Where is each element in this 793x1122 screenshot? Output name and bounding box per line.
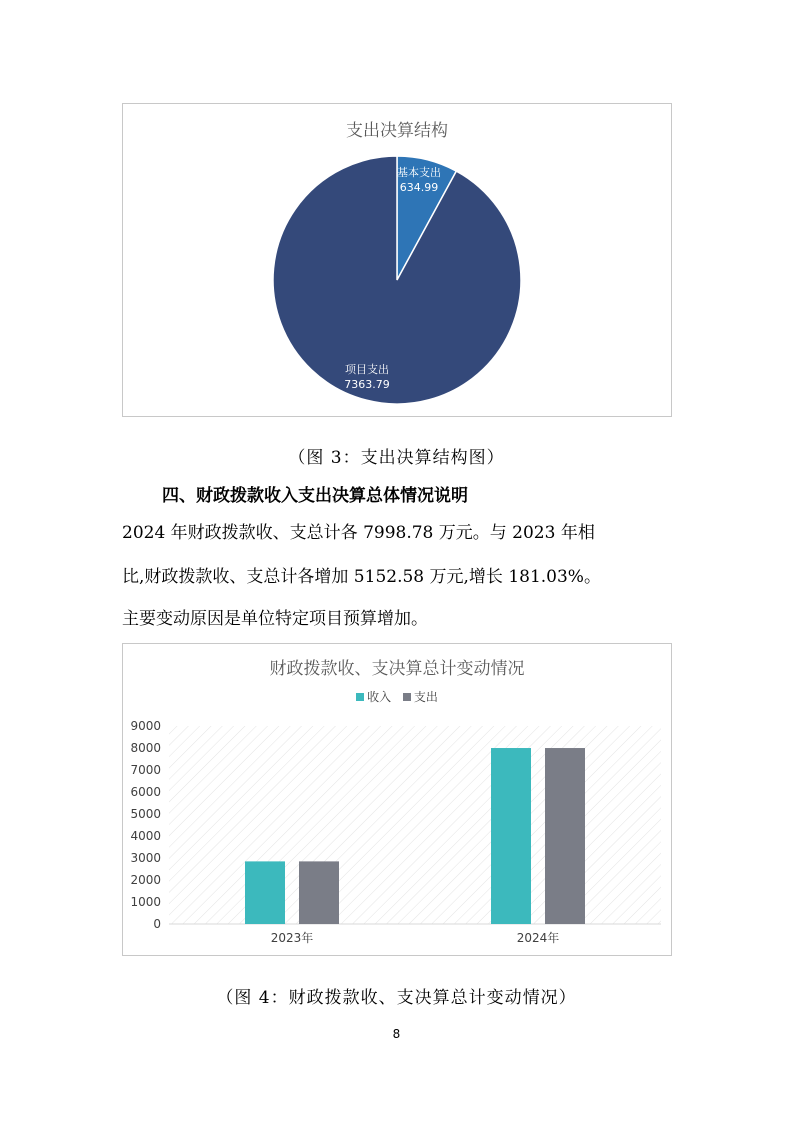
y-tick-label: 9000 — [130, 719, 161, 733]
page-number: 8 — [392, 1027, 401, 1041]
bar-income-1 — [491, 748, 531, 924]
bar-expense-0 — [299, 861, 339, 924]
y-tick-label: 3000 — [130, 851, 161, 865]
pie-value-basic: 634.99 — [399, 181, 439, 194]
y-tick-label: 0 — [153, 917, 161, 931]
legend-item-expense — [403, 688, 438, 705]
bar-chart-caption: （图 4：财政拨款收、支决算总计变动情况） — [216, 988, 577, 1008]
bar-chart-legend — [123, 688, 671, 705]
legend-swatch-income — [356, 693, 364, 701]
paragraph-line-3: 主要变动原因是单位特定项目预算增加。 — [122, 609, 428, 629]
x-tick-label: 2024年 — [516, 931, 560, 945]
y-tick-label: 6000 — [130, 785, 161, 799]
pie-label-project: 项目支出 — [345, 363, 389, 376]
y-tick-label: 5000 — [130, 807, 161, 821]
y-tick-label: 2000 — [130, 873, 161, 887]
paragraph-line-1: 2024 年财政拨款收、支总计各 7998.78 万元。与 2023 年相 — [122, 523, 595, 543]
paragraph-line-2: 比,财政拨款收、支总计各增加 5152.58 万元,增长 181.03%。 — [122, 567, 601, 587]
pie-chart-panel — [122, 103, 672, 417]
pie-slice-project — [273, 156, 521, 404]
legend-swatch-expense — [403, 693, 411, 701]
legend-label-expense: 支出 — [413, 690, 438, 704]
y-tick-label: 7000 — [130, 763, 161, 777]
pie-chart-caption: （图 3：支出决算结构图） — [288, 448, 505, 468]
pie-label-basic: 基本支出 — [397, 166, 441, 179]
y-tick-label: 8000 — [130, 741, 161, 755]
section-heading: 四、财政拨款收入支出决算总体情况说明 — [162, 486, 468, 506]
x-tick-label: 2023年 — [270, 931, 314, 945]
plot-area-background — [169, 726, 661, 924]
pie-chart-title: 支出决算结构 — [346, 121, 448, 141]
bar-expense-1 — [545, 748, 585, 924]
y-tick-label: 1000 — [130, 895, 161, 909]
bar-chart-title: 财政拨款收、支决算总计变动情况 — [269, 659, 525, 679]
bar-income-0 — [245, 861, 285, 924]
y-tick-label: 4000 — [130, 829, 161, 843]
pie-value-project: 7363.79 — [344, 378, 390, 391]
legend-label-income: 收入 — [367, 690, 392, 704]
legend-item-income — [356, 688, 391, 705]
bar-chart-panel — [122, 643, 672, 956]
pie-chart — [123, 104, 671, 416]
